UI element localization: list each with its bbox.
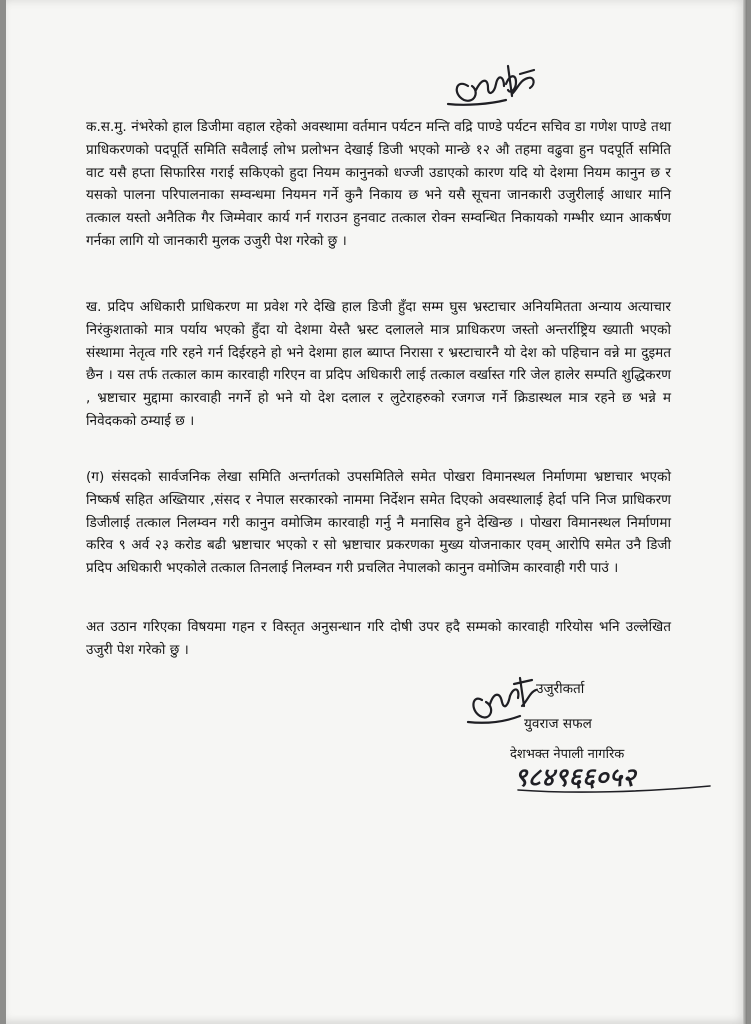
paragraph-kha: ख. प्रदिप अधिकारी प्राधिकरण मा प्रवेश गरे देखि हाल डिजी हुँदा सम्म घुस भ्रस्टाचार अनियमितता अन्याय अत्याचार निरंकुशताको मात्र पर्याय भएको हुँदा यो देशमा येस्तै भ्रस्ट दलालले मात्र प्राधिकरण जस्तो अन्तर्राष्ट्रिय ख्याती भएको संस्थामा नेतृत्व गरि रहने गर्न दिईरहने हो भने देशमा हाल ब्याप्त निरासा र भ्रस्टाचारनै यो देश को पहिचान वन्ने मा दुइमत छैन । यस तर्फ तत्काल काम कारवाही गरिएन वा प्रदिप अधिकारी लाई तत्काल वर्खास्त गरि जेल हालेर सम्पति शुद्धिकरण , भ्रष्टाचार मुद्दामा कारवाही नगर्ने हो भने यो देश दलाल र लुटेराहरुको रजगज गर्ने क्रिडास्थल मात्र रहने छ भन्ने म निवेदकको ठम्याई छ । [86, 299, 671, 429]
citizen-label: देशभक्त नेपाली नागरिक [510, 747, 625, 762]
header-signature [446, 60, 546, 110]
paragraph-ga: (ग) संसदको सार्वजनिक लेखा समिति अन्तर्गतको उपसमितिले समेत पोखरा विमानस्थल निर्माणमा भ्रष्टाचार भएको निष्कर्ष सहित अख्तियार ,संसद र नेपाल सरकारको नाममा निर्देशन समेत दिएको अवस्थालाई हेर्दा पनि निज प्राधिकरण डिजीलाई तत्काल निलम्वन गरी कानुन वमोजिम कारवाही गर्नु नै मनासिव हुने देखिन्छ । पोखरा विमानस्थल निर्माणमा करिव ९ अर्व २३ करोड बढी भ्रष्टाचार भएको र सो भ्रष्टाचार प्रकरणका मुख्य योजनाकार एवम् आरोपि समेत उनै डिजी प्रदिप अधिकारी भएकोले तत्काल तिनलाई निलम्वन गरी प्रचलित नेपालको कानुन वमोजिम कारवाही गरी पाउं । [86, 469, 671, 577]
document-page [6, 0, 747, 1024]
paragraph-conclusion: अत उठान गरिएका विषयमा गहन र विस्तृत अनुसन्धान गरि दोषी उपर हदै सम्मको कारवाही गरियोस भनि उल्लेखित उजुरी पेश गरेको छु । [86, 619, 671, 658]
svg-text:९८४९६६०५२: ९८४९६६०५२ [514, 763, 636, 793]
handwritten-phone-number [514, 760, 714, 796]
page-edge-shadow [743, 0, 747, 1024]
complainant-label: उजुरीकर्ता [536, 681, 585, 697]
complainant-name: युवराज सफल [524, 716, 592, 732]
paragraph-ka: क.स.मु. नंभरेको हाल डिजीमा वहाल रहेको अवस्थामा वर्तमान पर्यटन मन्ति वद्रि पाण्डे पर्यटन सचिव डा गणेश पाण्डे तथा प्राधिकरणको पदपूर्ति समिति सवैलाई लोभ प्रलोभन देखाई डिजी भएको मान्छे १२ औ तहमा वढुवा हुन पदपूर्ति समिति वाट यसै हप्ता सिफारिस गराई सकिएको हुदा नियम कानुनको धज्जी उडाएको कारण यदि यो देशमा नियम कानुन छ र यसको पालना परिपालनाका सम्वन्धमा नियमन गर्ने कुनै निकाय छ भने यसै सूचना जानकारी उजुरीलाई आधार मानि तत्काल यस्तो अनैतिक गैर जिम्मेवार कार्य गर्न गराउन हुनवाट तत्काल रोक्न सम्वन्धित निकायको गम्भीर ध्यान आकर्षण गर्नका लागि यो जानकारी मुलक उजुरी पेश गरेको छु । [86, 119, 671, 249]
